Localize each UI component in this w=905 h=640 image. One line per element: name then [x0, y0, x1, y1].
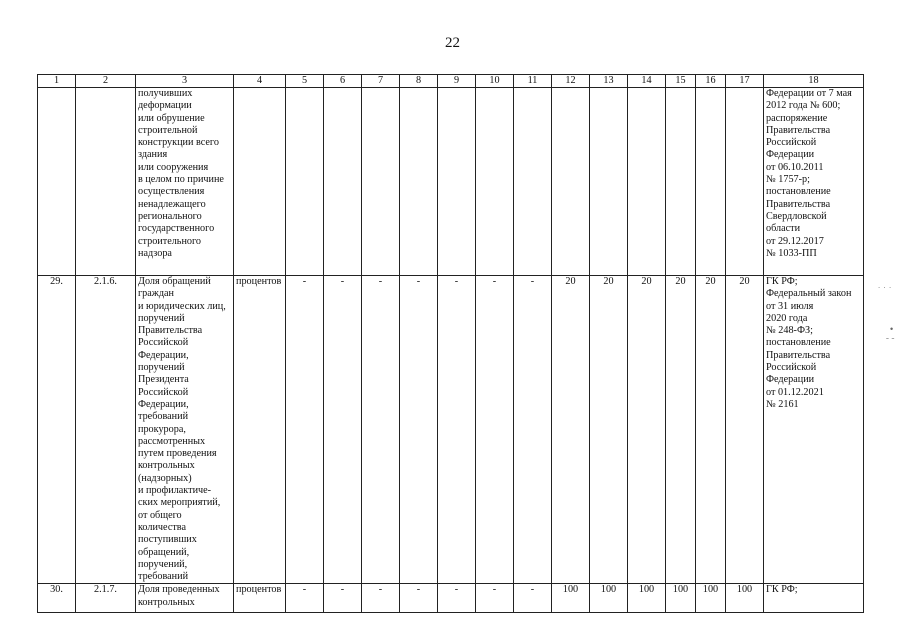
value-cell — [324, 88, 362, 276]
indicator-name: Доля обращений граждан и юридических лиц, поручений Правительства Российской Федерации, поручений Президента Российской Федерации, требований прокурора, рассмотренных путем проведения контрольных (надзорных) и профилактиче- ских мероприятий, от общего количества поступивших обращений, поручений, требований — [136, 276, 234, 584]
value-cell: - — [438, 584, 476, 613]
value-cell: 100 — [590, 584, 628, 613]
value-cell: 20 — [726, 276, 764, 584]
value-cell: - — [324, 276, 362, 584]
value-cell: - — [400, 584, 438, 613]
scan-mark: ˙ ˙ ˙ — [878, 286, 892, 296]
value-cell — [286, 88, 324, 276]
column-number: 4 — [234, 75, 286, 88]
value-cell: 100 — [696, 584, 726, 613]
value-cell: - — [400, 276, 438, 584]
row-number: 29. — [38, 276, 76, 584]
value-cell: 20 — [552, 276, 590, 584]
indicators-table — [37, 74, 864, 613]
item-code: 2.1.6. — [76, 276, 136, 584]
column-number: 11 — [514, 75, 552, 88]
column-number: 2 — [76, 75, 136, 88]
table-row — [38, 276, 864, 584]
value-cell — [726, 88, 764, 276]
value-cell: - — [438, 276, 476, 584]
value-cell: - — [514, 584, 552, 613]
value-cell: - — [362, 276, 400, 584]
value-cell: - — [286, 584, 324, 613]
value-cell: - — [286, 276, 324, 584]
column-number: 5 — [286, 75, 324, 88]
value-cell: 100 — [666, 584, 696, 613]
legal-basis: Федерации от 7 мая 2012 года № 600; распоряжение Правительства Российской Федерации от 06.10.2011 № 1757-р; постановление Правительства Свердловской области от 29.12.2017 № 1033-ПП — [764, 88, 864, 276]
value-cell: 20 — [590, 276, 628, 584]
column-number: 17 — [726, 75, 764, 88]
column-number: 18 — [764, 75, 864, 88]
column-number: 8 — [400, 75, 438, 88]
value-cell: 20 — [696, 276, 726, 584]
value-cell — [476, 88, 514, 276]
column-number: 3 — [136, 75, 234, 88]
table-row — [38, 584, 864, 613]
column-number: 14 — [628, 75, 666, 88]
indicator-name: Доля проведенных контрольных — [136, 584, 234, 613]
value-cell: - — [514, 276, 552, 584]
value-cell: 20 — [666, 276, 696, 584]
value-cell: 100 — [552, 584, 590, 613]
value-cell — [400, 88, 438, 276]
value-cell: 100 — [628, 584, 666, 613]
column-number: 12 — [552, 75, 590, 88]
value-cell — [552, 88, 590, 276]
row-number: 30. — [38, 584, 76, 613]
column-number: 6 — [324, 75, 362, 88]
column-number: 16 — [696, 75, 726, 88]
column-number: 1 — [38, 75, 76, 88]
value-cell — [362, 88, 400, 276]
column-number-row — [38, 75, 864, 88]
column-number: 15 — [666, 75, 696, 88]
value-cell: - — [362, 584, 400, 613]
legal-basis: ГК РФ; — [764, 584, 864, 613]
table-row — [38, 88, 864, 276]
legal-basis: ГК РФ; Федеральный закон от 31 июля 2020 года № 248-ФЗ; постановление Правительства Российской Федерации от 01.12.2021 № 2161 — [764, 276, 864, 584]
item-code: 2.1.7. — [76, 584, 136, 613]
column-number: 7 — [362, 75, 400, 88]
scan-mark: • — [890, 324, 894, 334]
column-number: 13 — [590, 75, 628, 88]
value-cell — [696, 88, 726, 276]
indicator-name: получивших деформации или обрушение строительной конструкции всего здания или сооружения в целом по причине осуществления ненадлежащего регионального государственного строительного надзора — [136, 88, 234, 276]
column-number: 10 — [476, 75, 514, 88]
value-cell: - — [324, 584, 362, 613]
unit: процентов — [234, 276, 286, 584]
value-cell — [666, 88, 696, 276]
row-number — [38, 88, 76, 276]
value-cell: 20 — [628, 276, 666, 584]
unit: процентов — [234, 584, 286, 613]
value-cell — [514, 88, 552, 276]
scan-mark: ˉ ˉ — [886, 336, 895, 346]
value-cell — [590, 88, 628, 276]
column-number: 9 — [438, 75, 476, 88]
page-number: 22 — [445, 35, 460, 51]
unit — [234, 88, 286, 276]
value-cell: - — [476, 276, 514, 584]
value-cell: 100 — [726, 584, 764, 613]
item-code — [76, 88, 136, 276]
value-cell: - — [476, 584, 514, 613]
value-cell — [628, 88, 666, 276]
value-cell — [438, 88, 476, 276]
